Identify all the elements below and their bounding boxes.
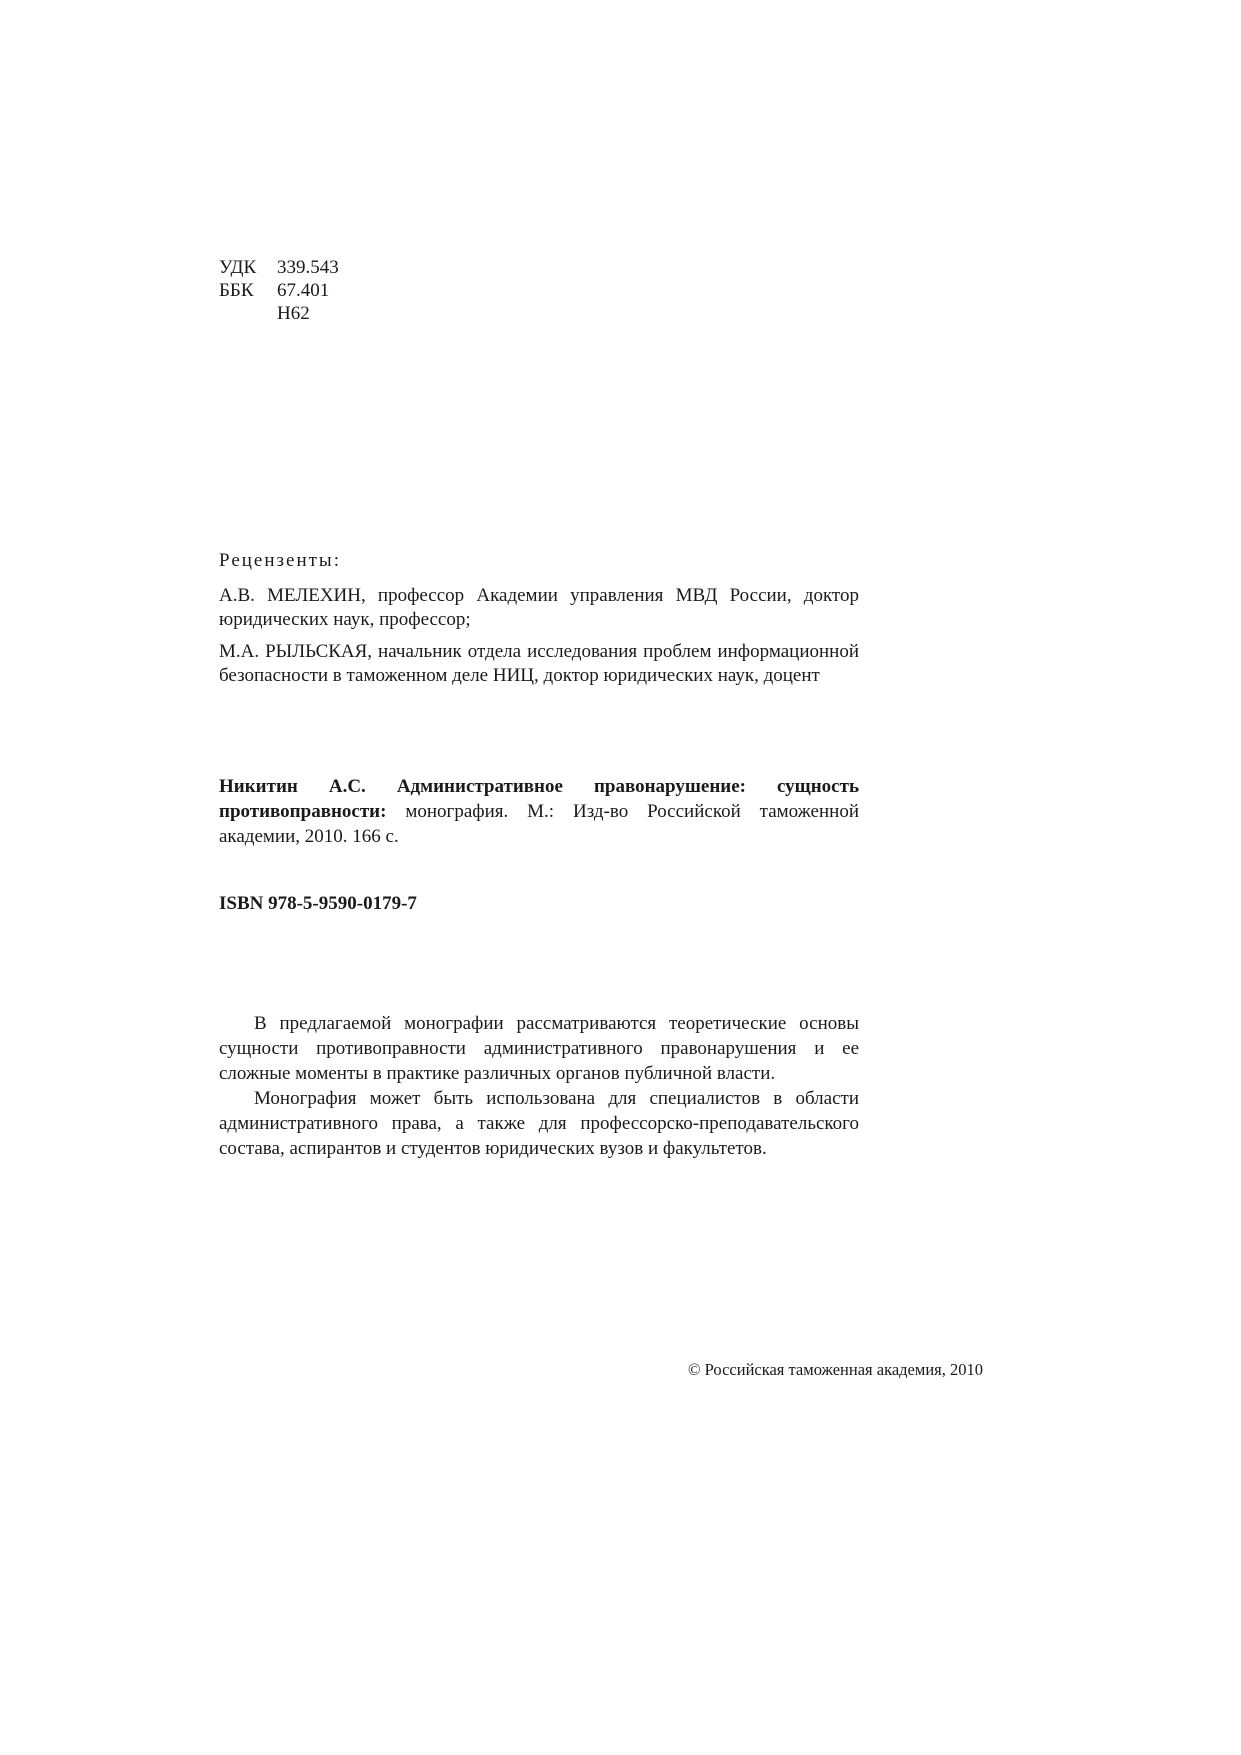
- reviewers-section: [219, 549, 859, 696]
- author-mark-row: [219, 302, 339, 325]
- udk-row: [219, 256, 339, 279]
- abstract-paragraph: В предлагаемой монографии рассматриваются теоретические основы сущности противоправности административного правонарушения и ее сложные моменты в практике различных органов публичной власти.: [219, 1013, 859, 1084]
- abstract: [219, 1011, 859, 1161]
- reviewer-entry: А.В. МЕЛЕХИН, профессор Академии управления МВД России, доктор юридических наук, профессор;: [219, 585, 859, 630]
- bbk-row: [219, 279, 339, 302]
- bbk-value: 67.401: [277, 280, 330, 301]
- bbk-label: ББК: [219, 280, 254, 301]
- udk-label: УДК: [219, 257, 257, 278]
- isbn: ISBN 978-5-9590-0179-7: [219, 893, 417, 914]
- classification-codes: [219, 256, 339, 325]
- reviewers-heading: Рецензенты:: [219, 550, 341, 571]
- reviewer-entry: М.А. РЫЛЬСКАЯ, начальник отдела исследования проблем информационной безопасности в таможенном деле НИЦ, доктор юридических наук, доцент: [219, 641, 859, 686]
- bibliographic-title: Никитин А.С. Административное правонарушение: сущность противоправности:: [219, 776, 859, 822]
- author-mark: Н62: [277, 303, 310, 324]
- abstract-paragraph: Монография может быть использована для специалистов в области административного права, а также для профессорско-преподавательского состава, аспирантов и студентов юридических вузов и факультетов.: [219, 1088, 859, 1159]
- bibliographic-details: монография. М.: Изд-во Российской таможенной академии, 2010. 166 с.: [219, 801, 859, 847]
- copyright-notice: © Российская таможенная академия, 2010: [688, 1360, 983, 1379]
- bibliographic-record: [219, 774, 859, 849]
- udk-value: 339.543: [277, 257, 339, 278]
